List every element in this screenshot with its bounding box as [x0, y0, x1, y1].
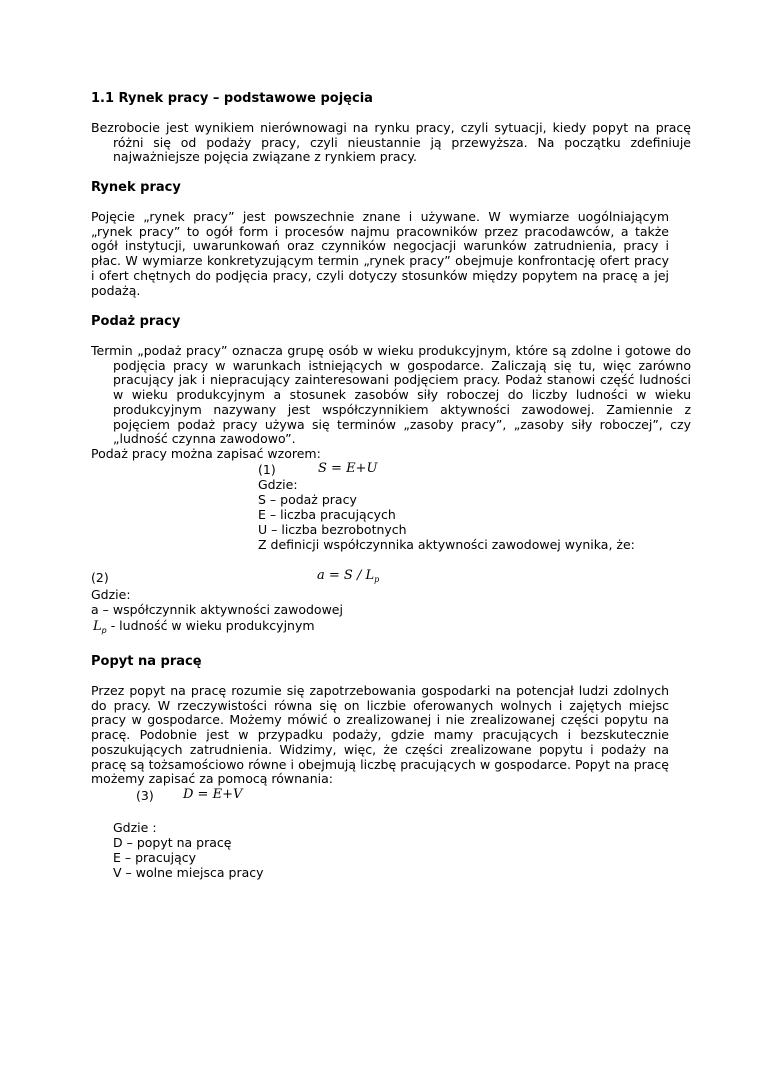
equation-2-subscript: p — [374, 575, 380, 584]
rynek-paragraph: Pojęcie „rynek pracy” jest powszechnie znane i używane. W wymiarze uogólniającym „rynek pracy” to ogół form i procesów najmu pracowników przez pracodawców, a także ogół instytucji, uwarunkowań oraz czynników negocjacji warunków zatrudnienia, pracy i płac. W wymiarze konkretyzującym termin „rynek pracy” obejmuje konfrontację ofert pracy i ofert chętnych do podjęcia pracy, czyli dotyczy stosunków między popytem na pracę a jej podażą. — [91, 209, 669, 298]
popyt-heading: Popyt na pracę — [91, 654, 202, 669]
equation-2 — [317, 569, 379, 588]
equation-3: D = E+V — [183, 787, 243, 802]
podaz-heading: Podaż pracy — [91, 314, 181, 329]
rynek-heading: Rynek pracy — [91, 180, 181, 195]
definition-v: V – wolne miejsca pracy — [113, 865, 264, 880]
lp-symbol: L — [93, 619, 102, 634]
podaz-paragraph: Termin „podaż pracy” oznacza grupę osób w wieku produkcyjnym, które są zdolne i gotowe do podjęcia pracy w warunkach istniejących w gospodarce. Zaliczają się tu, więc zarówno pracujący jak i niepracujący zainteresowani podjęciem pracy. Podaż stanowi część ludności w wieku produkcyjnym a stosunek zasobów siły roboczej do liczby ludności w wieku produkcyjnym nazywany jest współczynnikiem aktywności zawodowej. Zamiennie z pojęciem podaż pracy używa się terminów „zasoby pracy”, „zasoby siły roboczej”, czy „ludność czynna zawodowo”. — [91, 343, 691, 447]
equation-2-main: a = S / L — [317, 568, 375, 583]
equation-1-number: (1) — [258, 462, 276, 477]
definition-e: E – liczba pracujących — [258, 507, 396, 522]
definition-lp — [91, 619, 315, 639]
definition-note: Z definicji współczynnika aktywności zawodowej wynika, że: — [258, 537, 635, 552]
equation-3-number: (3) — [136, 788, 154, 803]
where-label: Gdzie: — [258, 477, 298, 492]
definition-s: S – podaż pracy — [258, 492, 357, 507]
section-title: 1.1 Rynek pracy – podstawowe pojęcia — [91, 91, 373, 106]
definition-a: a – współczynnik aktywności zawodowej — [91, 602, 343, 617]
definition-e-2: E – pracujący — [113, 850, 197, 865]
equation-2-number: (2) — [91, 570, 109, 585]
intro-paragraph: Bezrobocie jest wynikiem nierównowagi na rynku pracy, czyli sytuacji, kiedy popyt na pracę różni się od podaży pracy, czyli nieustannie ją przewyższa. Na początku zdefiniuje najważniejsze pojęcia związane z rynkiem pracy. — [91, 120, 691, 165]
lp-subscript: p — [101, 626, 107, 635]
equation-1: S = E+U — [318, 461, 378, 476]
definition-u: U – liczba bezrobotnych — [258, 522, 407, 537]
formula-intro: Podaż pracy można zapisać wzorem: — [91, 446, 321, 461]
definition-d: D – popyt na pracę — [113, 835, 232, 850]
where-label-2: Gdzie: — [91, 587, 131, 602]
lp-text: - ludność w wieku produkcyjnym — [106, 618, 315, 633]
popyt-paragraph: Przez popyt na pracę rozumie się zapotrzebowania gospodarki na potencjał ludzi zdolnych do pracy. W rzeczywistości równa się on liczbie oferowanych wolnych i zajętych miejsc pracy w gospodarce. Możemy mówić o zrealizowanej i nie zrealizowanej części popytu na pracę. Podobnie jest w przypadku podaży, gdzie mamy pracujących i bezskutecznie poszukujących zatrudnienia. Widzimy, więc, że części zrealizowane popytu i podaży na pracę są tożsamościowo równe i obejmują liczbę pracujących w gospodarce. Popyt na pracę możemy zapisać za pomocą równania: — [91, 683, 669, 787]
where-label-3: Gdzie : — [113, 820, 157, 835]
